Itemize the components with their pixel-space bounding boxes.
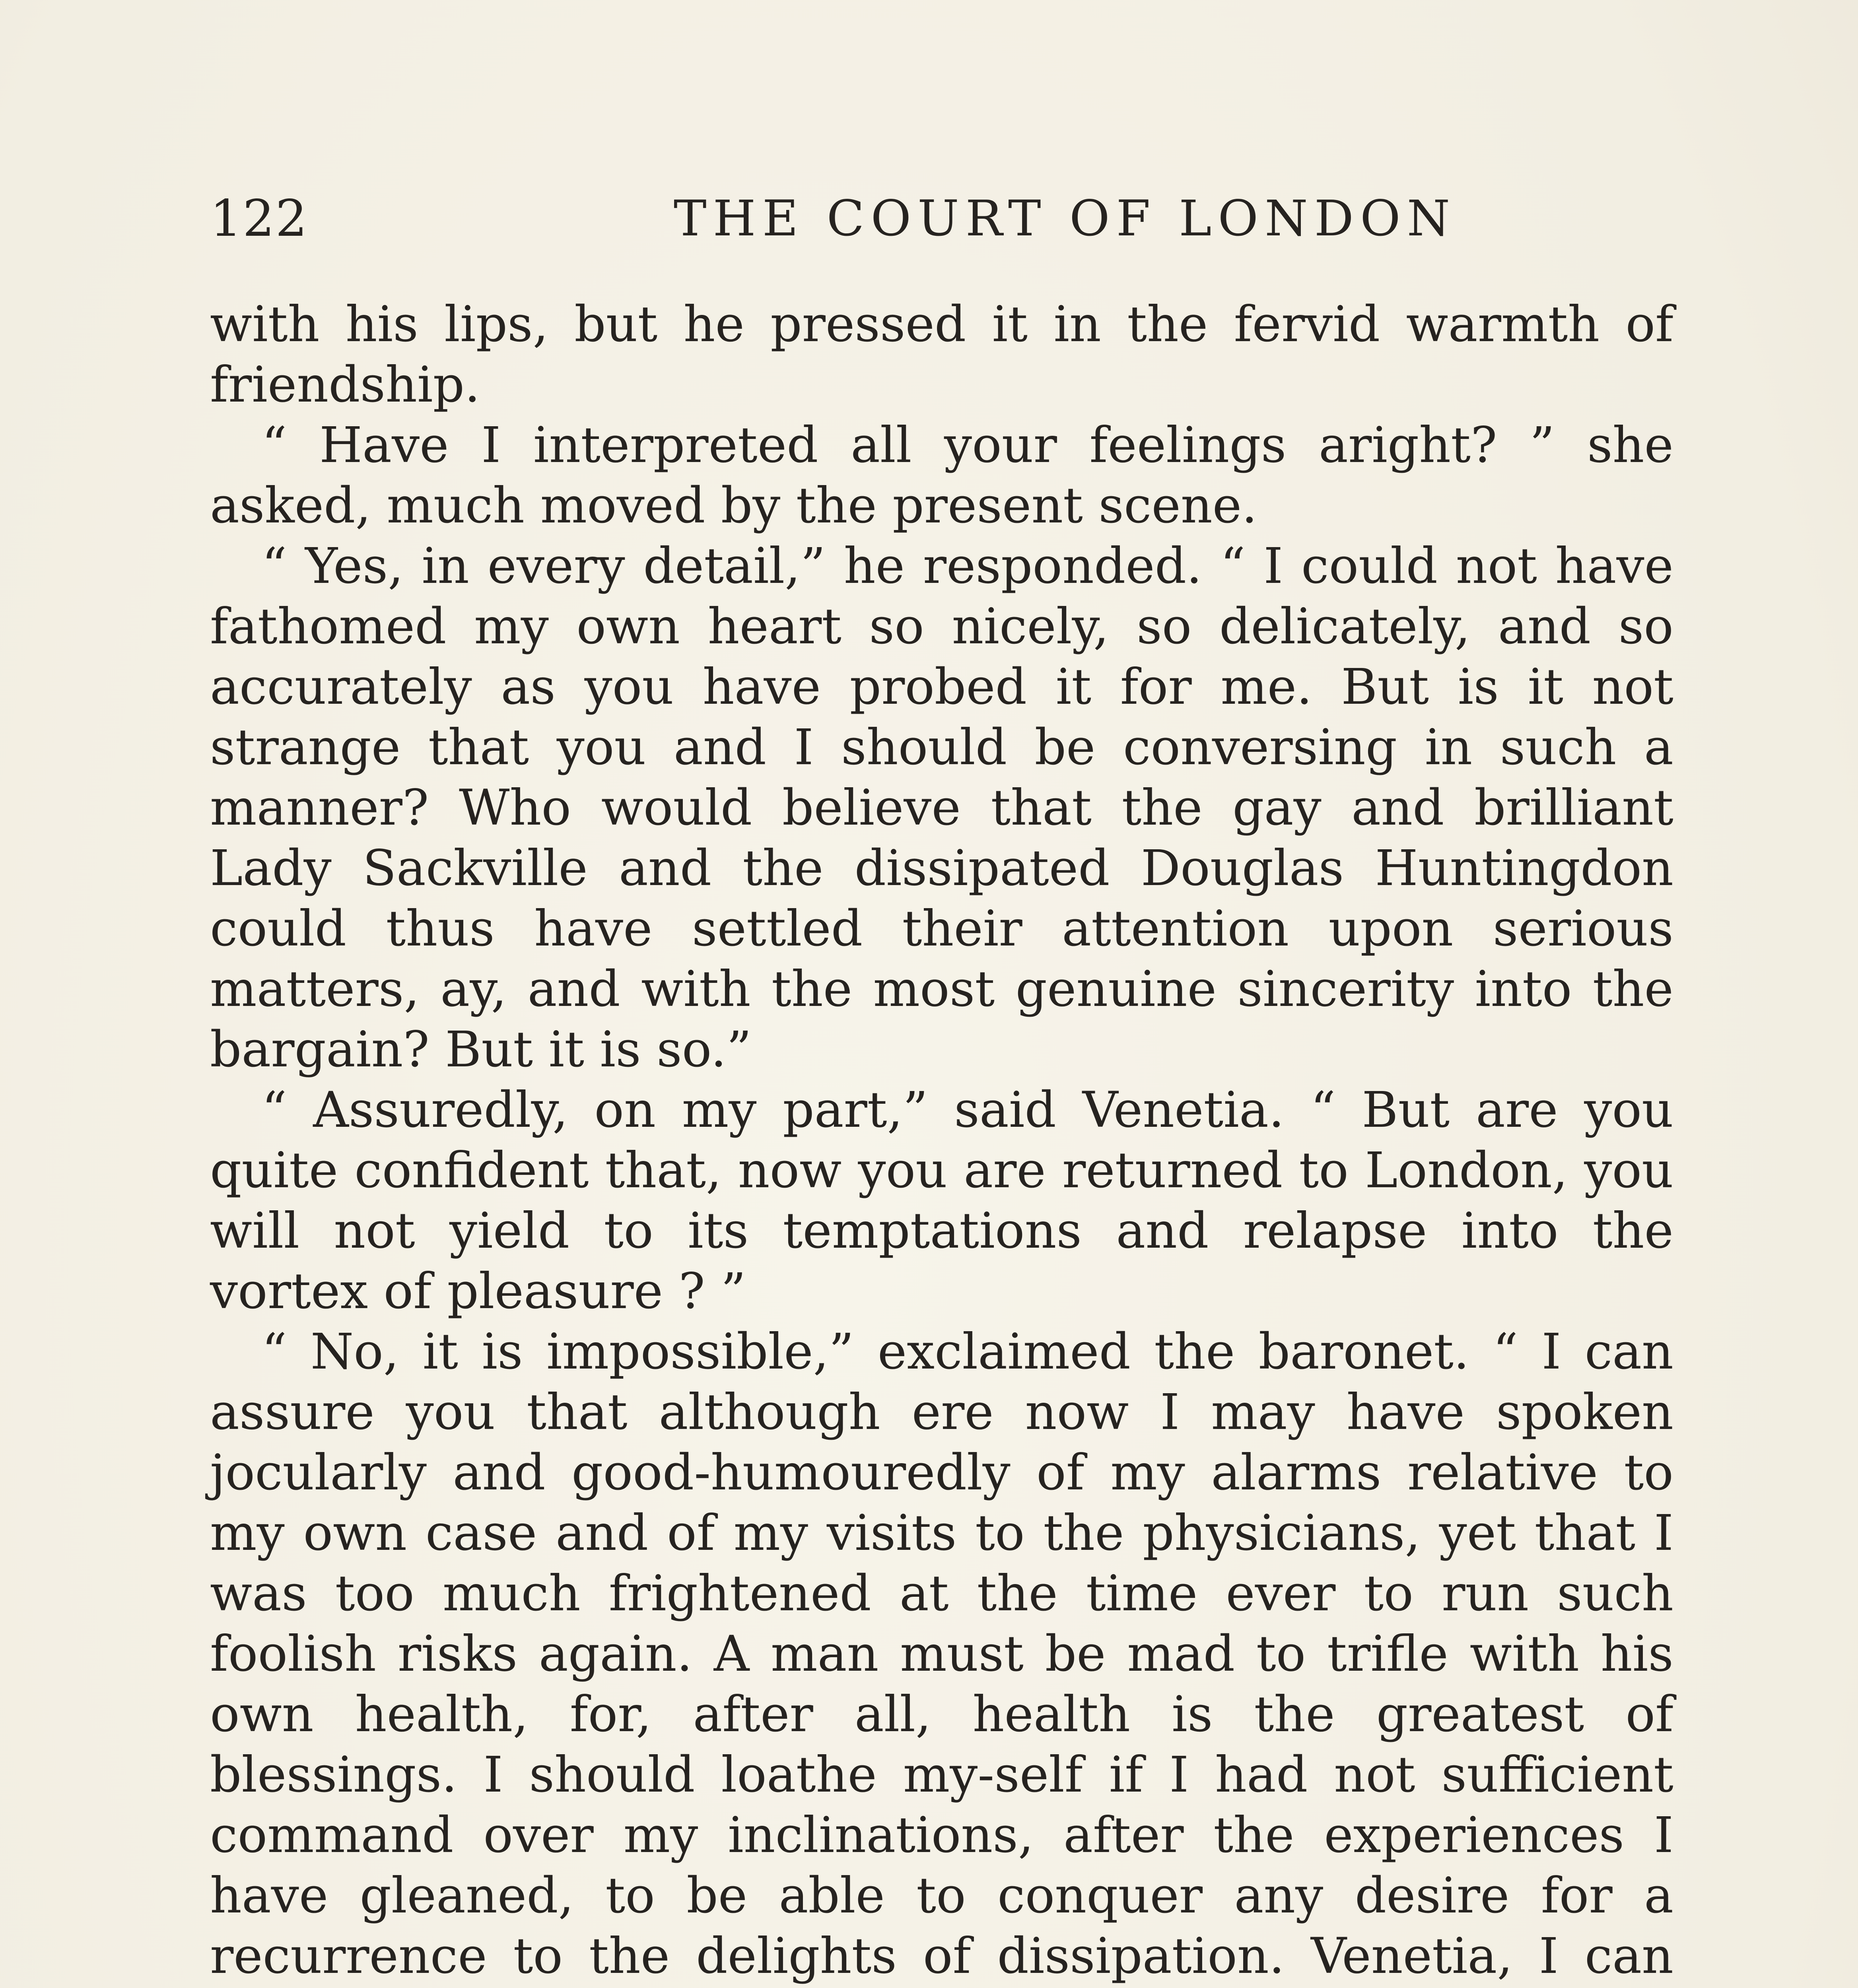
paragraph-5: “ No, it is impossible,” exclaimed the baronet. “ I can assure you that although ere now I may have spoken jocularly and good-humouredly of my alarms relative to my own case and of my visits to the physicians, yet that I was too much frightened at the time ever to run such foolish risks again. A man must be mad to trifle with his own health, for, after all, health is the greatest of blessings. I should loathe my-self if I had not sufficient command over my inclinations, after the experiences I have gleaned, to be able to conquer any desire for a recurrence to the delights of dissipation. Venetia, I can <box>210 1323 1673 1985</box>
paragraph-3: “ Yes, in every detail,” he responded. “ I could not have fathomed my own heart so nicely, so delicately, and so accurately as you have probed it for me. But is it not strange that you and I should be conversing in such a manner? Who would believe that the gay and brilliant Lady Sackville and the dissipated Douglas Huntingdon could thus have settled their attention upon serious matters, ay, and with the most genuine sincerity into the bargain? But it is so.” <box>210 538 1673 1078</box>
body-text <box>210 294 1673 1988</box>
running-head: THE COURT OF LONDON <box>673 190 1457 247</box>
paragraph-4: “ Assuredly, on my part,” said Venetia. “ But are you quite confident that, now you are returned to London, you will not yield to its temptations and relapse into the vortex of pleasure ? ” <box>210 1081 1673 1320</box>
page-header <box>210 175 1673 262</box>
paragraph-1: with his lips, but he pressed it in the fervid warmth of friendship. <box>210 296 1673 414</box>
paragraph-2: “ Have I interpreted all your feelings aright? ” she asked, much moved by the present scene. <box>210 417 1673 534</box>
page-number: 122 <box>210 189 308 248</box>
